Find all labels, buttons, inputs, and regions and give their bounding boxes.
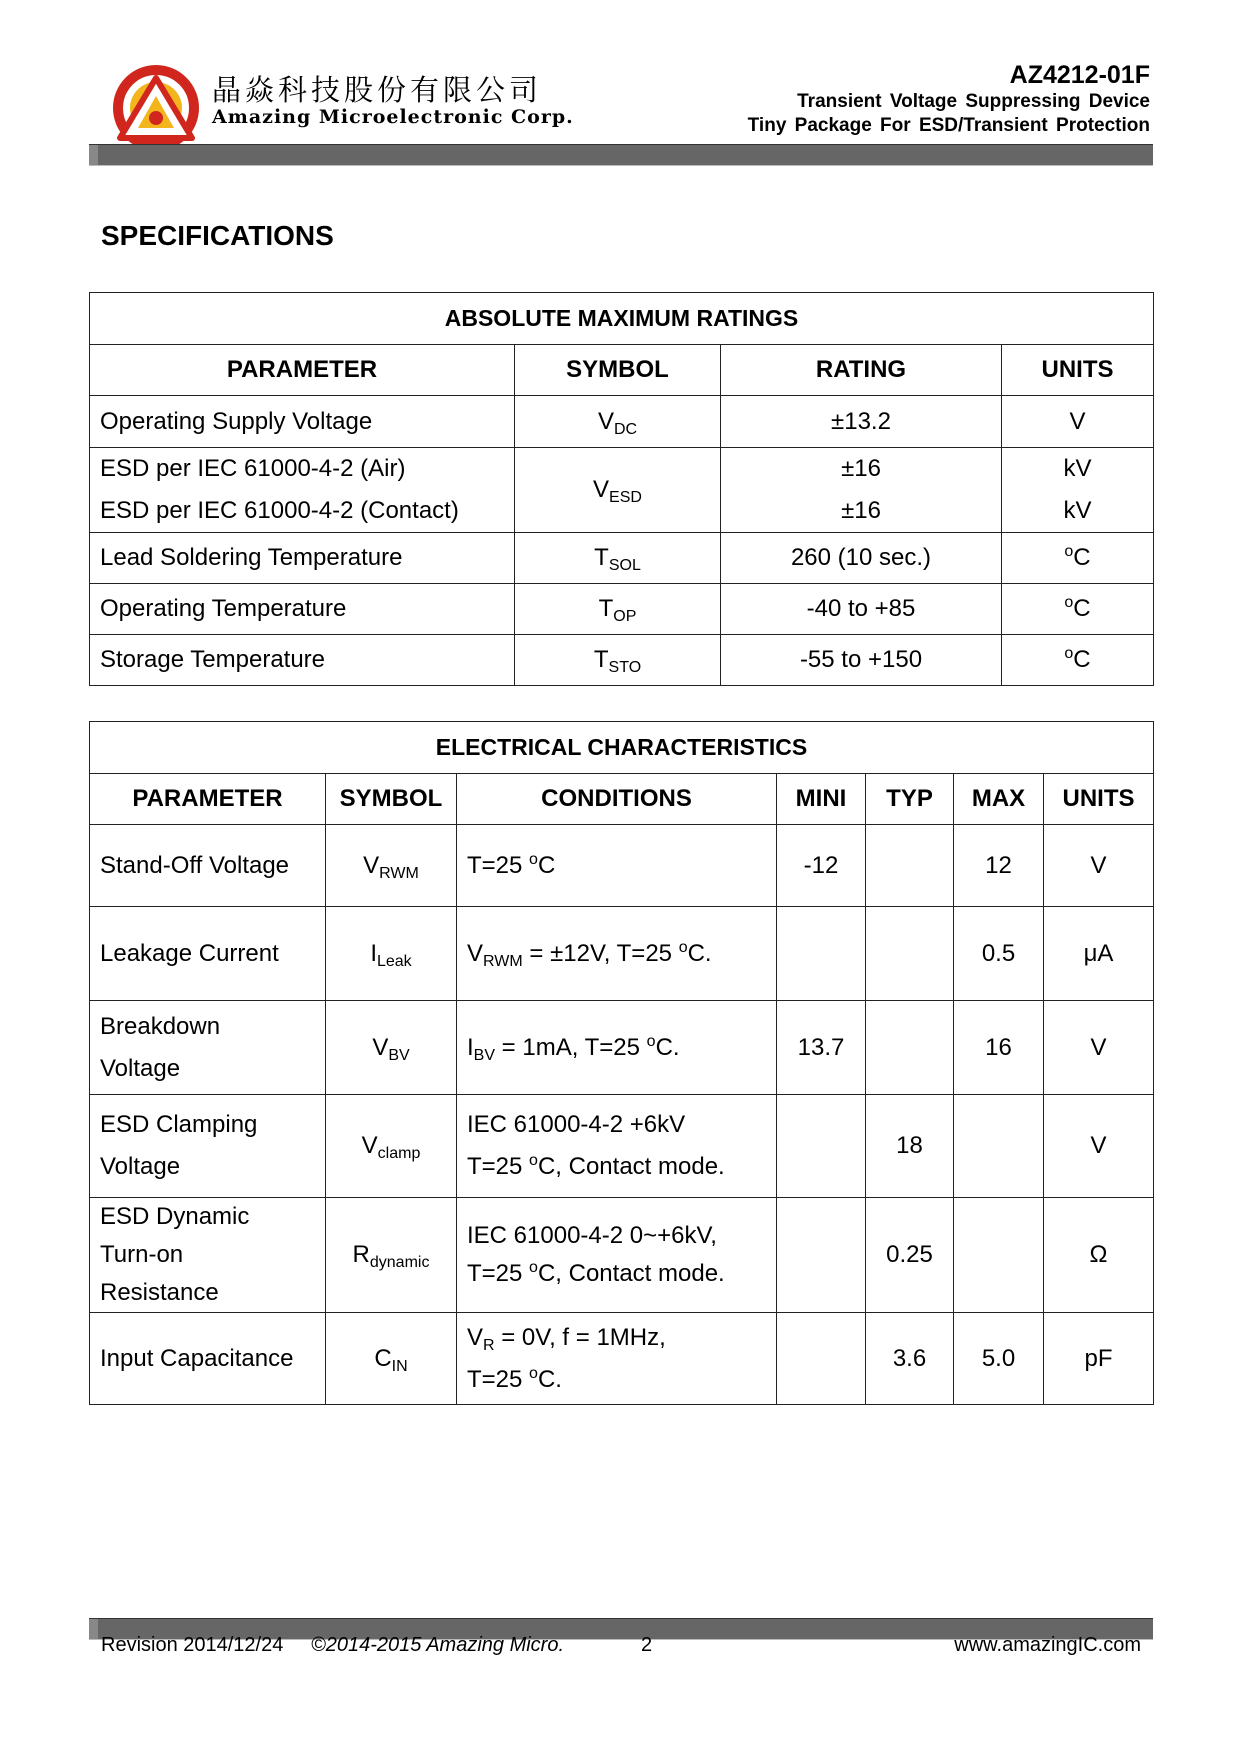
table-title-row [90, 293, 1154, 345]
table-row [90, 825, 1154, 907]
symbol-cell: $C_{IN}$ [326, 1313, 457, 1405]
column-header-units: UNITS [1044, 774, 1154, 825]
mini-cell [777, 907, 866, 1001]
table-title: ABSOLUTE MAXIMUM RATINGS [90, 293, 1154, 345]
parameter-cell: ESD Clamping Voltage [90, 1095, 326, 1198]
conditions-cell: T=25 $^o$C [457, 825, 777, 907]
amazing-logo-icon [108, 64, 204, 150]
table-row [90, 396, 1154, 448]
symbol-cell: $V_{RWM}$ [326, 825, 457, 907]
parameter-cell: Lead Soldering Temperature [90, 533, 515, 584]
units-cell: V [1044, 1095, 1154, 1198]
column-header-parameter: PARAMETER [90, 774, 326, 825]
max-cell: 12 [954, 825, 1044, 907]
table-row [90, 1095, 1154, 1198]
symbol-cell: $T_{SOL}$ [515, 533, 721, 584]
units-cell: $^o$C [1002, 533, 1154, 584]
max-cell [954, 1095, 1044, 1198]
symbol-cell: $V_{BV}$ [326, 1001, 457, 1095]
rating-cell: ±16 ±16 [721, 448, 1002, 533]
parameter-cell: ESD per IEC 61000-4-2 (Air) ESD per IEC 61000-4-2 (Contact) [90, 448, 515, 533]
copyright: ©2014-2015 Amazing Micro. [311, 1634, 565, 1656]
company-name [212, 74, 574, 128]
units-cell: $^o$C [1002, 584, 1154, 635]
rating-cell: -40 to +85 [721, 584, 1002, 635]
package-description: Tiny Package For ESD/Transient Protection [747, 115, 1150, 136]
section-title: SPECIFICATIONS [101, 220, 334, 251]
symbol-cell: $T_{OP}$ [515, 584, 721, 635]
table-row [90, 533, 1154, 584]
mini-cell: -12 [777, 825, 866, 907]
mini-cell [777, 1313, 866, 1405]
parameter-cell: Storage Temperature [90, 635, 515, 686]
units-cell: V [1044, 825, 1154, 907]
conditions-cell: $V_{RWM} = \pm 12V$, T=25 $^o$C. [457, 907, 777, 1001]
page-number: 2 [641, 1634, 653, 1656]
parameter-cell: Leakage Current [90, 907, 326, 1001]
document-title-block [748, 60, 1150, 138]
parameter-cell: Operating Temperature [90, 584, 515, 635]
rating-cell: ±13.2 [721, 396, 1002, 448]
rating-cell: -55 to +150 [721, 635, 1002, 686]
symbol-cell: $V_{clamp}$ [326, 1095, 457, 1198]
revision-date: Revision 2014/12/24 [101, 1634, 284, 1656]
column-header-units: UNITS [1002, 345, 1154, 396]
mini-cell [777, 1198, 866, 1313]
typ-cell [866, 907, 954, 1001]
conditions-cell: $V_R = 0V$, f = 1MHz, T=25 $^o$C. [457, 1313, 777, 1405]
table-row [90, 907, 1154, 1001]
column-header-symbol: SYMBOL [515, 345, 721, 396]
header-divider-bar [89, 144, 1153, 166]
column-header-symbol: SYMBOL [326, 774, 457, 825]
units-cell: V [1044, 1001, 1154, 1095]
units-cell: pF [1044, 1313, 1154, 1405]
device-description: Transient Voltage Suppressing Device [797, 91, 1150, 112]
units-cell: Ω [1044, 1198, 1154, 1313]
max-cell [954, 1198, 1044, 1313]
typ-cell [866, 825, 954, 907]
company-name-chinese: 晶焱科技股份有限公司 [212, 73, 543, 107]
conditions-cell: IEC 61000-4-2 +6kV T=25 $^o$C, Contact mode. [457, 1095, 777, 1198]
mini-cell: 13.7 [777, 1001, 866, 1095]
parameter-cell: Breakdown Voltage [90, 1001, 326, 1095]
column-header-conditions: CONDITIONS [457, 774, 777, 825]
typ-cell [866, 1001, 954, 1095]
column-header-mini: MINI [777, 774, 866, 825]
part-number: AZ4212-01F [1009, 61, 1150, 89]
table-row [90, 1001, 1154, 1095]
table-row [90, 1313, 1154, 1405]
company-name-english: Amazing Microelectronic Corp. [212, 106, 574, 128]
units-cell: V [1002, 396, 1154, 448]
page-header [90, 52, 1150, 152]
symbol-cell: $T_{STO}$ [515, 635, 721, 686]
max-cell: 16 [954, 1001, 1044, 1095]
parameter-cell: Operating Supply Voltage [90, 396, 515, 448]
max-cell: 5.0 [954, 1313, 1044, 1405]
table-row [90, 635, 1154, 686]
mini-cell [777, 1095, 866, 1198]
typ-cell: 18 [866, 1095, 954, 1198]
absolute-maximum-ratings-table [89, 292, 1154, 686]
table-title: ELECTRICAL CHARACTERISTICS [90, 722, 1154, 774]
parameter-cell: ESD Dynamic Turn-on Resistance [90, 1198, 326, 1313]
table-row [90, 1198, 1154, 1313]
units-cell: μA [1044, 907, 1154, 1001]
conditions-cell: $I_{BV} = 1mA$, T=25 $^o$C. [457, 1001, 777, 1095]
table-header-row [90, 345, 1154, 396]
column-header-parameter: PARAMETER [90, 345, 515, 396]
max-cell: 0.5 [954, 907, 1044, 1001]
website: www.amazingIC.com [954, 1634, 1141, 1656]
table-row [90, 448, 1154, 533]
column-header-max: MAX [954, 774, 1044, 825]
electrical-characteristics-table [89, 721, 1154, 1405]
typ-cell: 3.6 [866, 1313, 954, 1405]
symbol-cell: $I_{Leak}$ [326, 907, 457, 1001]
table-row [90, 584, 1154, 635]
rating-cell: 260 (10 sec.) [721, 533, 1002, 584]
symbol-cell: $R_{dynamic}$ [326, 1198, 457, 1313]
units-cell: $^o$C [1002, 635, 1154, 686]
column-header-rating: RATING [721, 345, 1002, 396]
conditions-cell: IEC 61000-4-2 0~+6kV, T=25 $^o$C, Contact mode. [457, 1198, 777, 1313]
table-title-row [90, 722, 1154, 774]
typ-cell: 0.25 [866, 1198, 954, 1313]
table-header-row [90, 774, 1154, 825]
symbol-cell: $V_{DC}$ [515, 396, 721, 448]
units-cell: kV kV [1002, 448, 1154, 533]
parameter-cell: Stand-Off Voltage [90, 825, 326, 907]
column-header-typ: TYP [866, 774, 954, 825]
parameter-cell: Input Capacitance [90, 1313, 326, 1405]
symbol-cell: $V_{ESD}$ [515, 448, 721, 533]
